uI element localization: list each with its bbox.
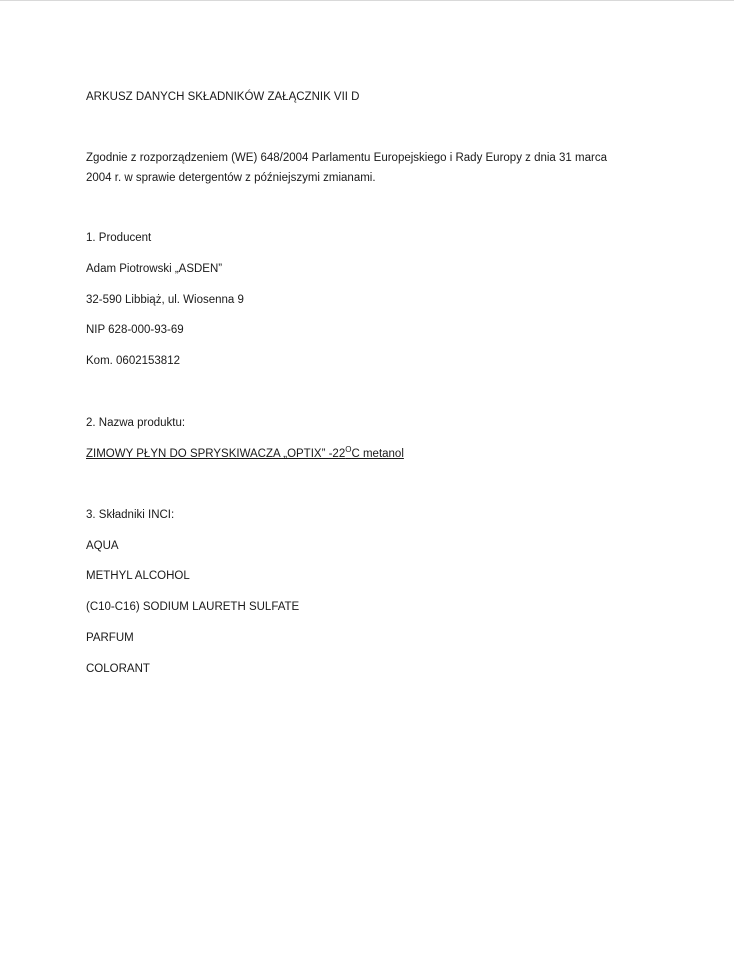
producer-name: Adam Piotrowski „ASDEN” — [86, 263, 223, 275]
ingredients-heading: 3. Składniki INCI: — [86, 509, 175, 521]
regulation-intro: Zgodnie z rozporządzeniem (WE) 648/2004 Parlamentu Europejskiego i Rady Europy z dnia 31 marca 2004 r. w sprawie detergentów z późniejszymi zmianami. — [86, 152, 607, 184]
producer-phone: Kom. 0602153812 — [86, 355, 180, 367]
ingredient-item: METHYL ALCOHOL — [86, 570, 190, 582]
page-top-border — [0, 0, 734, 1]
ingredient-item: PARFUM — [86, 632, 134, 644]
ingredient-item: AQUA — [86, 540, 119, 552]
product-name-prefix: ZIMOWY PŁYN DO SPRYSKIWACZA „OPTIX” -22 — [86, 448, 346, 460]
producer-address: 32-590 Libbiąż, ul. Wiosenna 9 — [86, 294, 244, 306]
product-name-suffix: C metanol — [351, 448, 404, 460]
ingredient-item: COLORANT — [86, 663, 150, 675]
ingredient-item: (C10-C16) SODIUM LAURETH SULFATE — [86, 601, 300, 613]
degree-superscript: O — [345, 445, 352, 454]
producer-nip: NIP 628-000-93-69 — [86, 324, 184, 336]
product-name — [86, 445, 404, 464]
product-heading: 2. Nazwa produktu: — [86, 417, 186, 429]
document-title: ARKUSZ DANYCH SKŁADNIKÓW ZAŁĄCZNIK VII D — [86, 91, 360, 103]
producer-heading: 1. Producent — [86, 232, 152, 244]
